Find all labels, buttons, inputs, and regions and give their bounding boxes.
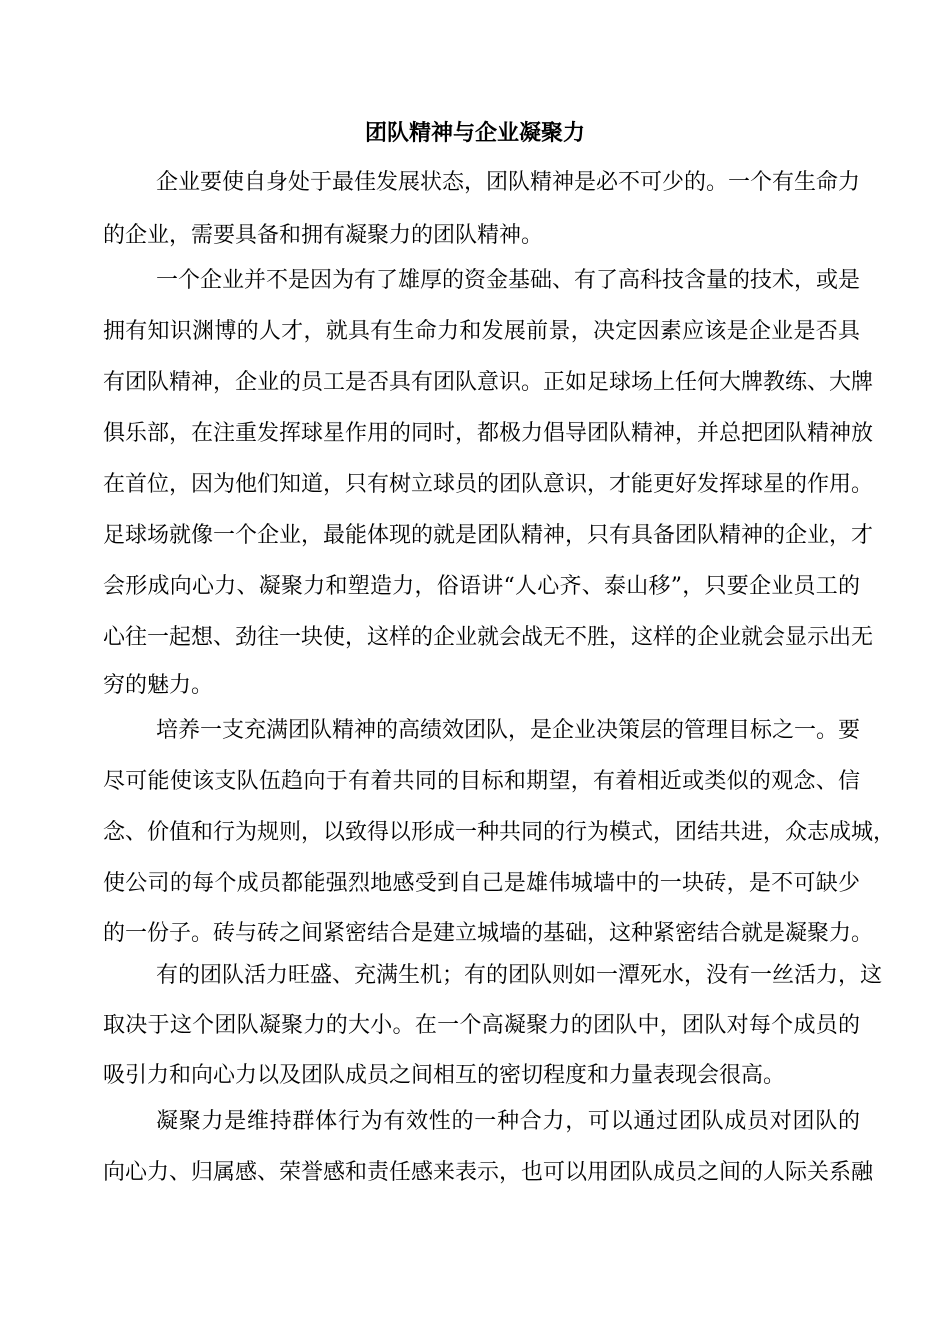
paragraph-line: 在首位，因为他们知道，只有树立球员的团队意识，才能更好发挥球星的作用。 xyxy=(103,472,874,497)
paragraph-line: 取决于这个团队凝聚力的大小。在一个高凝聚力的团队中，团队对每个成员的 xyxy=(103,1013,860,1038)
paragraph-line: 使公司的每个成员都能强烈地感受到自己是雄伟城墙中的一块砖，是不可缺少 xyxy=(103,871,860,896)
paragraph-line: 心往一起想、劲往一块使，这样的企业就会战无不胜，这样的企业就会显示出无 xyxy=(103,625,874,650)
paragraph-line: 拥有知识渊博的人才，就具有生命力和发展前景，决定因素应该是企业是否具 xyxy=(103,319,860,344)
paragraph-line: 有团队精神，企业的员工是否具有团队意识。正如足球场上任何大牌教练、大牌 xyxy=(103,370,874,395)
paragraph-line: 一个企业并不是因为有了雄厚的资金基础、有了高科技含量的技术，或是 xyxy=(156,268,861,293)
paragraph-line: 吸引力和向心力以及团队成员之间相互的密切程度和力量表现会很高。 xyxy=(103,1063,786,1088)
paragraph-line: 的企业，需要具备和拥有凝聚力的团队精神。 xyxy=(103,223,544,248)
paragraph-line: 的一份子。砖与砖之间紧密结合是建立城墙的基础，这种紧密结合就是凝聚力。 xyxy=(103,921,874,946)
paragraph-line: 向心力、归属感、荣誉感和责任感来表示，也可以用团队成员之间的人际关系融 xyxy=(103,1160,874,1185)
paragraph-line: 凝聚力是维持群体行为有效性的一种合力，可以通过团队成员对团队的 xyxy=(156,1109,860,1134)
paragraph-line: 穷的魅力。 xyxy=(103,673,214,698)
paragraph-line: 有的团队活力旺盛、充满生机；有的团队则如一潭死水，没有一丝活力，这 xyxy=(156,963,883,988)
paragraph-line: 俱乐部，在注重发挥球星作用的同时，都极力倡导团队精神，并总把团队精神放 xyxy=(103,421,874,446)
paragraph-line: 企业要使自身处于最佳发展状态，团队精神是必不可少的。一个有生命力 xyxy=(156,170,861,195)
paragraph-line: 足球场就像一个企业，最能体现的就是团队精神，只有具备团队精神的企业，才 xyxy=(103,523,874,548)
paragraph-line: 尽可能使该支队伍趋向于有着共同的目标和期望，有着相近或类似的观念、信 xyxy=(103,769,860,794)
document-title: 团队精神与企业凝聚力 xyxy=(364,121,585,146)
paragraph-line: 培养一支充满团队精神的高绩效团队，是企业决策层的管理目标之一。要 xyxy=(156,718,861,743)
paragraph-line: 会形成向心力、凝聚力和塑造力，俗语讲“人心齐、泰山移”，只要企业员工的 xyxy=(103,574,860,599)
paragraph-line: 念、价值和行为规则，以致得以形成一种共同的行为模式，团结共进，众志成城， xyxy=(103,820,896,845)
